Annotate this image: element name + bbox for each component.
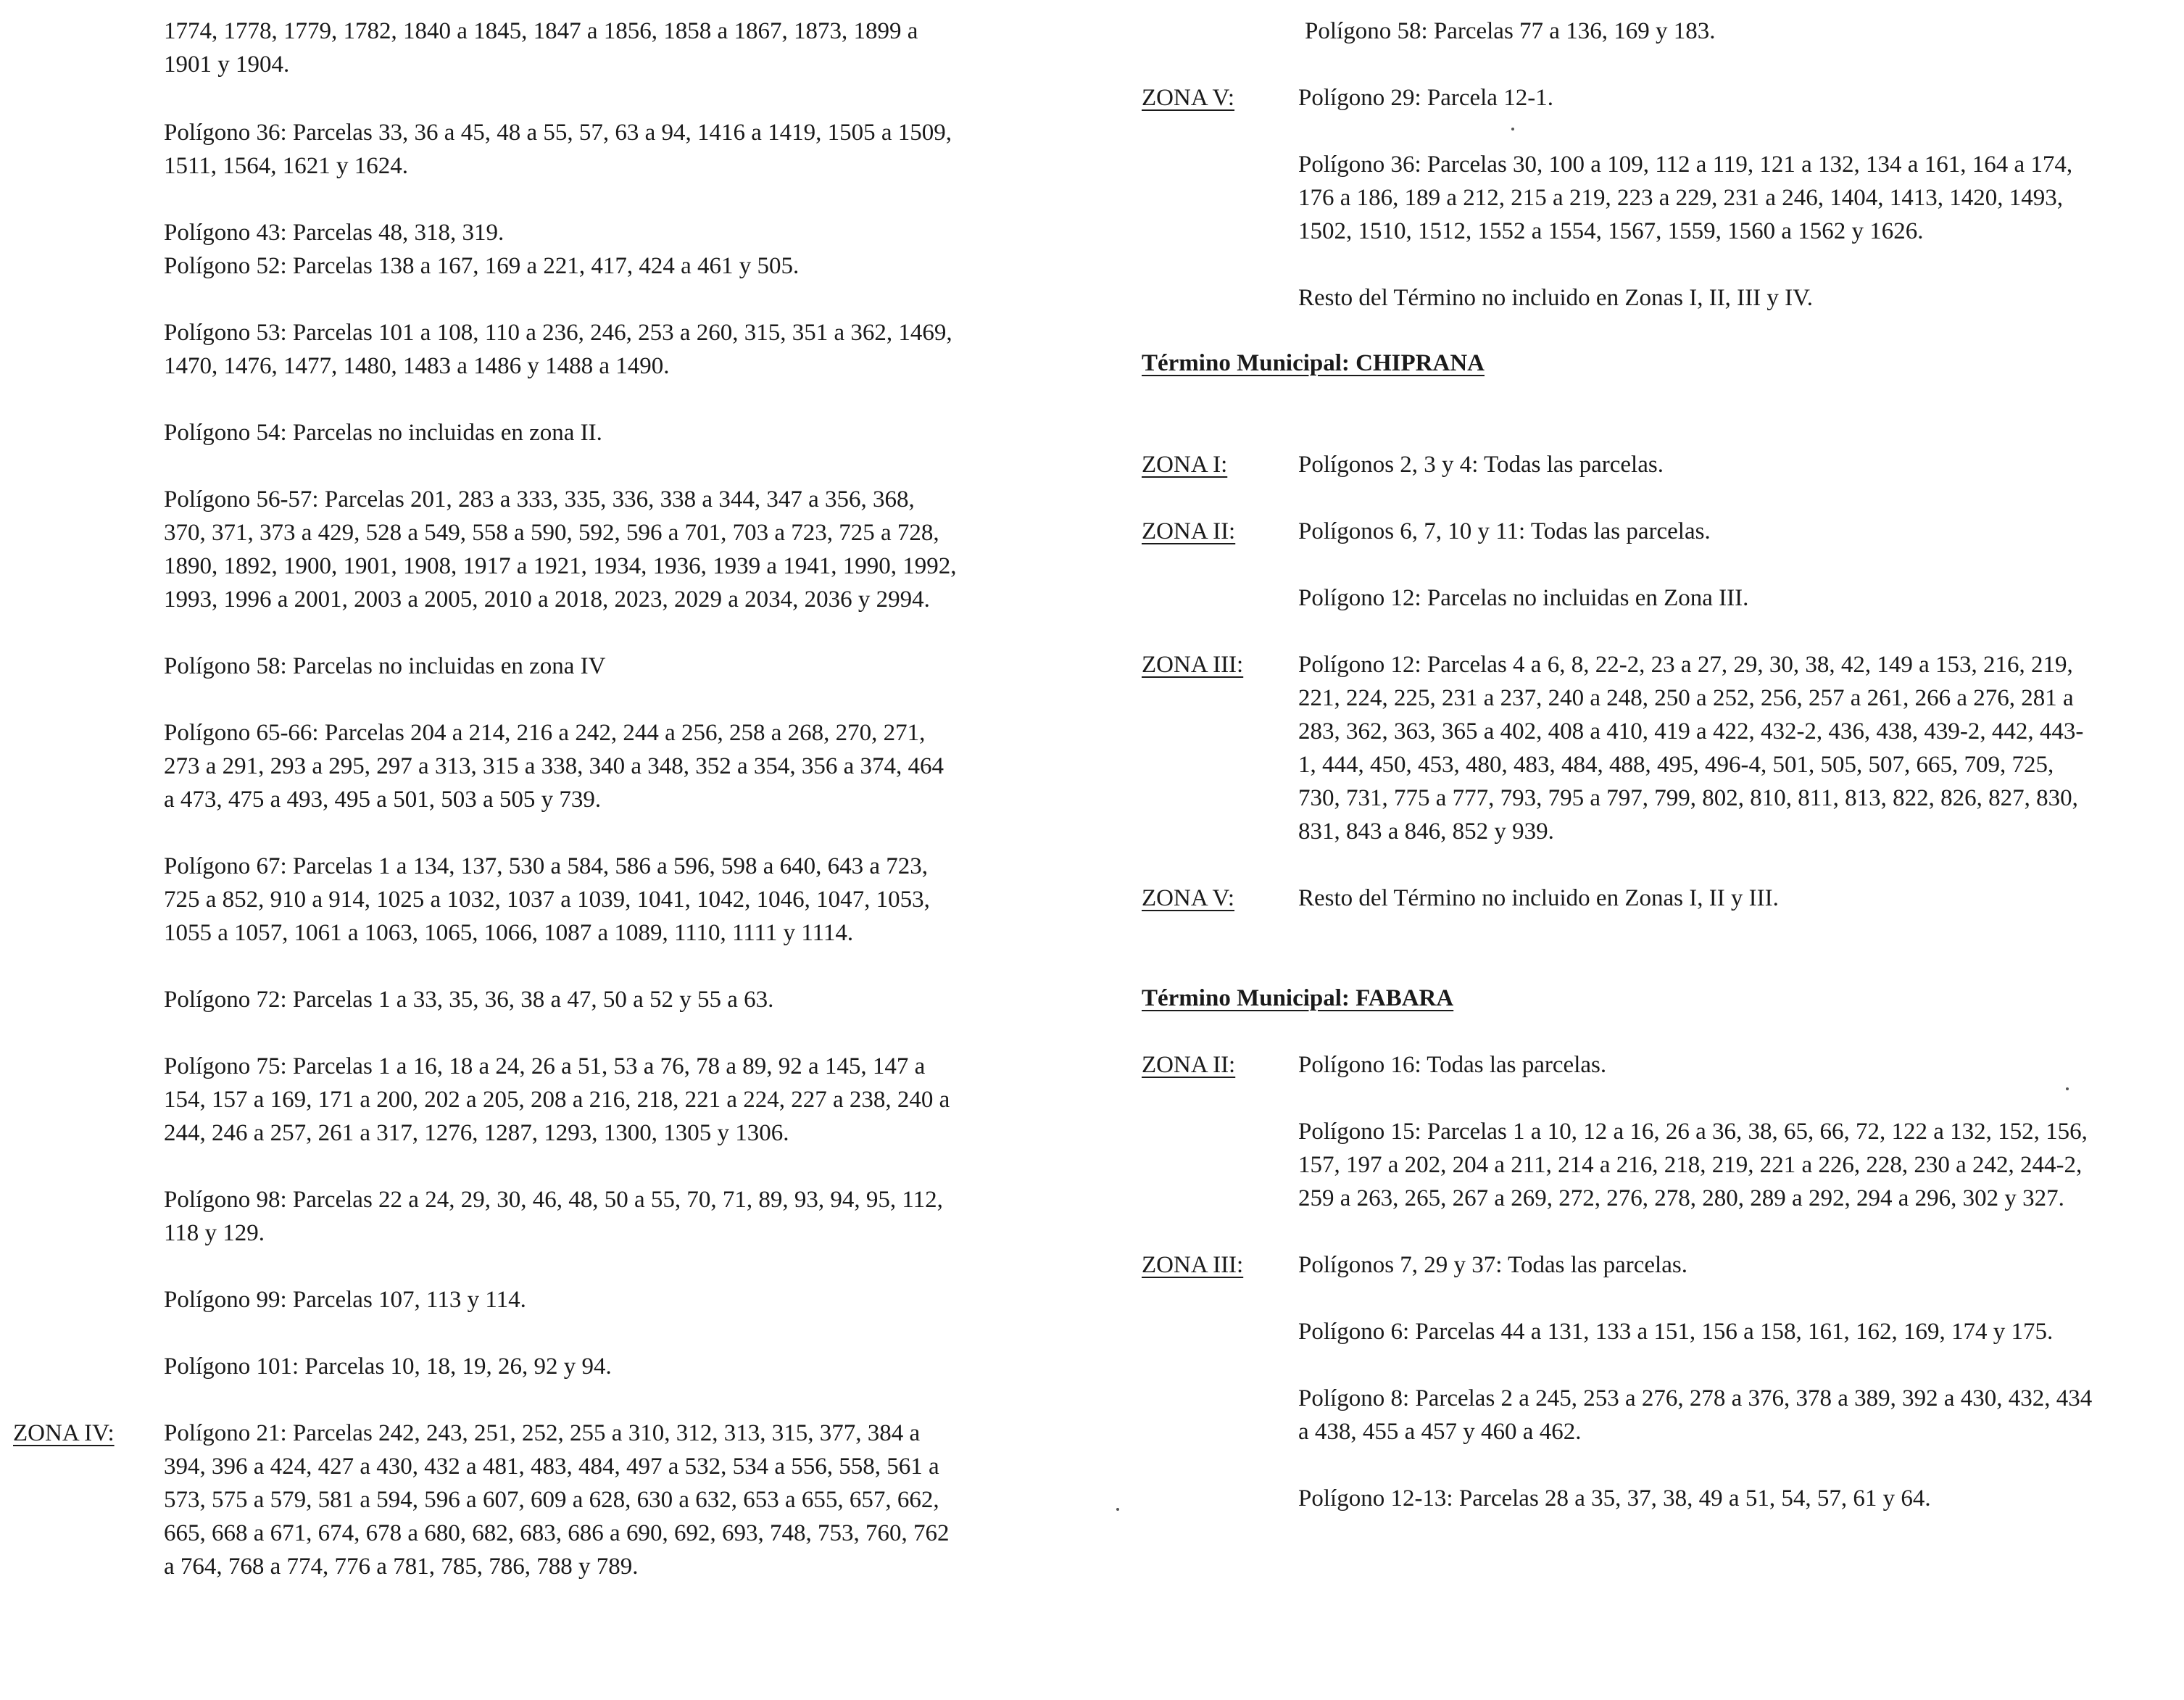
parcel-entry-poligono-99: Polígono 99: Parcelas 107, 113 y 114. <box>164 1287 526 1313</box>
parcel-entry-poligono-21: Polígono 21: Parcelas 242, 243, 251, 252, 255 a 310, 312, 313, 315, 377, 384 a 394, 396 a 424, 427 a 430, 432 a 481, 483, 484, 497 a 532, 534 a 556, 558, 561 a 573, 575 a 579, 581 a 594, 596 a 607, 609 a 628, 630 a 632, 653 a 655, 657, 662, 665, 668 a 671, 674, 678 a 680, 682, 683, 686 a 690, 692, 693, 748, 753, 760, 762 a 764, 768 a 774, 776 a 781, 785, 786, 788 y 789. <box>164 1420 950 1580</box>
parcel-entry-poligono-67: Polígono 67: Parcelas 1 a 134, 137, 530 a 584, 586 a 596, 598 a 640, 643 a 723, 725 a 852, 910 a 914, 1025 a 1032, 1037 a 1039, 1041, 1042, 1046, 1047, 1053, 1055 a 1057, 1061 a 1063, 1065, 1066, 1087 a 1089, 1110, 1111 y 1114. <box>164 853 930 946</box>
parcel-entry-poligono-72: Polígono 72: Parcelas 1 a 33, 35, 36, 38 a 47, 50 a 52 y 55 a 63. <box>164 987 774 1013</box>
parcel-entry-poligono-65-66: Polígono 65-66: Parcelas 204 a 214, 216 a 242, 244 a 256, 258 a 268, 270, 271, 273 a 291, 293 a 295, 297 a 313, 315 a 338, 340 a 348, 352 a 354, 356 a 374, 464 a 473, 475 a 493, 495 a 501, 503 a 505 y 739. <box>164 720 944 813</box>
chiprana-zona-ii-label: ZONA II: <box>1142 518 1236 544</box>
resto-termino-text: Resto del Término no incluido en Zonas I, II, III y IV. <box>1298 285 1813 311</box>
chiprana-zona-iii-text: Polígono 12: Parcelas 4 a 6, 8, 22-2, 23 a 27, 29, 30, 38, 42, 149 a 153, 216, 219, 221, 224, 225, 231 a 237, 240 a 248, 250 a 252, 256, 257 a 261, 266 a 276, 281 a 283, 362, 363, 365 a 402, 408 a 410, 419 a 422, 432-2, 436, 438, 439-2, 442, 443- 1, 444, 450, 453, 480, 483, 484, 488, 495, 496-4, 501, 505, 507, 665, 709, 725, 730, 731, 775 a 777, 793, 795 a 797, 799, 802, 810, 811, 813, 822, 826, 827, 830, 831, 843 a 846, 852 y 939. <box>1298 652 2084 845</box>
parcel-entry-poligono-58-right: Polígono 58: Parcelas 77 a 136, 169 y 183. <box>1305 18 1716 44</box>
chiprana-zona-i-label: ZONA I: <box>1142 452 1228 478</box>
scan-speck <box>1116 1508 1119 1511</box>
chiprana-zona-i-text: Polígonos 2, 3 y 4: Todas las parcelas. <box>1298 452 1664 478</box>
fabara-zona-iii-text4: Polígono 12-13: Parcelas 28 a 35, 37, 38, 49 a 51, 54, 57, 61 y 64. <box>1298 1485 1931 1512</box>
chiprana-zona-v-label: ZONA V: <box>1142 885 1235 911</box>
fabara-zona-ii-text2: Polígono 15: Parcelas 1 a 10, 12 a 16, 26 a 36, 38, 65, 66, 72, 122 a 132, 152, 156, 157, 197 a 202, 204 a 211, 214 a 216, 218, 219, 221 a 226, 228, 230 a 242, 244-2, 259 a 263, 265, 267 a 269, 272, 276, 278, 280, 289 a 292, 294 a 296, 302 y 327. <box>1298 1119 2088 1211</box>
fabara-zona-iii-text2: Polígono 6: Parcelas 44 a 131, 133 a 151, 156 a 158, 161, 162, 169, 174 y 175. <box>1298 1319 2054 1345</box>
parcel-entry-poligono-58: Polígono 58: Parcelas no incluidas en zona IV <box>164 653 606 679</box>
parcel-entry-continuation: 1774, 1778, 1779, 1782, 1840 a 1845, 1847 a 1856, 1858 a 1867, 1873, 1899 a 1901 y 1904. <box>164 18 918 78</box>
scan-speck <box>2066 1087 2069 1090</box>
chiprana-zona-iii-label: ZONA III: <box>1142 652 1244 678</box>
fabara-zona-ii-text: Polígono 16: Todas las parcelas. <box>1298 1052 1607 1078</box>
scan-speck <box>1511 128 1514 130</box>
chiprana-zona-ii-text: Polígonos 6, 7, 10 y 11: Todas las parcelas. <box>1298 518 1711 544</box>
parcel-entry-poligono-98: Polígono 98: Parcelas 22 a 24, 29, 30, 46, 48, 50 a 55, 70, 71, 89, 93, 94, 95, 112, 118 y 129. <box>164 1187 943 1246</box>
fabara-zona-iii-text3: Polígono 8: Parcelas 2 a 245, 253 a 276, 278 a 376, 378 a 389, 392 a 430, 432, 434 a 438, 455 a 457 y 460 a 462. <box>1298 1385 2093 1445</box>
parcel-entry-poligono-54: Polígono 54: Parcelas no incluidas en zona II. <box>164 420 602 446</box>
fabara-heading: Término Municipal: FABARA <box>1142 985 1454 1011</box>
parcel-entry-poligono-53: Polígono 53: Parcelas 101 a 108, 110 a 236, 246, 253 a 260, 315, 351 a 362, 1469, 1470, 1476, 1477, 1480, 1483 a 1486 y 1488 a 1490. <box>164 320 952 379</box>
parcel-entry-poligono-36-right: Polígono 36: Parcelas 30, 100 a 109, 112 a 119, 121 a 132, 134 a 161, 164 a 174, 176 a 186, 189 a 212, 215 a 219, 223 a 229, 231 a 246, 1404, 1413, 1420, 1493, 1502, 1510, 1512, 1552 a 1554, 1567, 1559, 1560 a 1562 y 1626. <box>1298 152 2073 244</box>
parcel-entry-poligono-101: Polígono 101: Parcelas 10, 18, 19, 26, 92 y 94. <box>164 1353 612 1380</box>
zona-v-label: ZONA V: <box>1142 85 1235 111</box>
parcel-entry-poligono-36: Polígono 36: Parcelas 33, 36 a 45, 48 a 55, 57, 63 a 94, 1416 a 1419, 1505 a 1509, 1511, 1564, 1621 y 1624. <box>164 120 952 179</box>
parcel-entry-poligono-56-57: Polígono 56-57: Parcelas 201, 283 a 333, 335, 336, 338 a 344, 347 a 356, 368, 370, 371, 373 a 429, 528 a 549, 558 a 590, 592, 596 a 701, 703 a 723, 725 a 728, 1890, 1892, 1900, 1901, 1908, 1917 a 1921, 1934, 1936, 1939 a 1941, 1990, 1992, 1993, 1996 a 2001, 2003 a 2005, 2010 a 2018, 2023, 2029 a 2034, 2036 y 2994. <box>164 486 957 613</box>
parcel-entry-poligono-29: Polígono 29: Parcela 12-1. <box>1298 85 1553 111</box>
chiprana-zona-v-text: Resto del Término no incluido en Zonas I, II y III. <box>1298 885 1779 911</box>
parcel-entry-poligono-43-52: Polígono 43: Parcelas 48, 318, 319. Polígono 52: Parcelas 138 a 167, 169 a 221, 417, 424 a 461 y 505. <box>164 220 800 279</box>
chiprana-zona-ii-text2: Polígono 12: Parcelas no incluidas en Zona III. <box>1298 585 1749 611</box>
chiprana-heading: Término Municipal: CHIPRANA <box>1142 350 1485 376</box>
fabara-zona-ii-label: ZONA II: <box>1142 1052 1236 1078</box>
parcel-entry-poligono-75: Polígono 75: Parcelas 1 a 16, 18 a 24, 26 a 51, 53 a 76, 78 a 89, 92 a 145, 147 a 154, 157 a 169, 171 a 200, 202 a 205, 208 a 216, 218, 221 a 224, 227 a 238, 240 a 244, 246 a 257, 261 a 317, 1276, 1287, 1293, 1300, 1305 y 1306. <box>164 1053 950 1146</box>
fabara-zona-iii-label: ZONA III: <box>1142 1252 1244 1278</box>
zona-iv-label: ZONA IV: <box>13 1420 115 1446</box>
fabara-zona-iii-text: Polígonos 7, 29 y 37: Todas las parcelas. <box>1298 1252 1687 1278</box>
